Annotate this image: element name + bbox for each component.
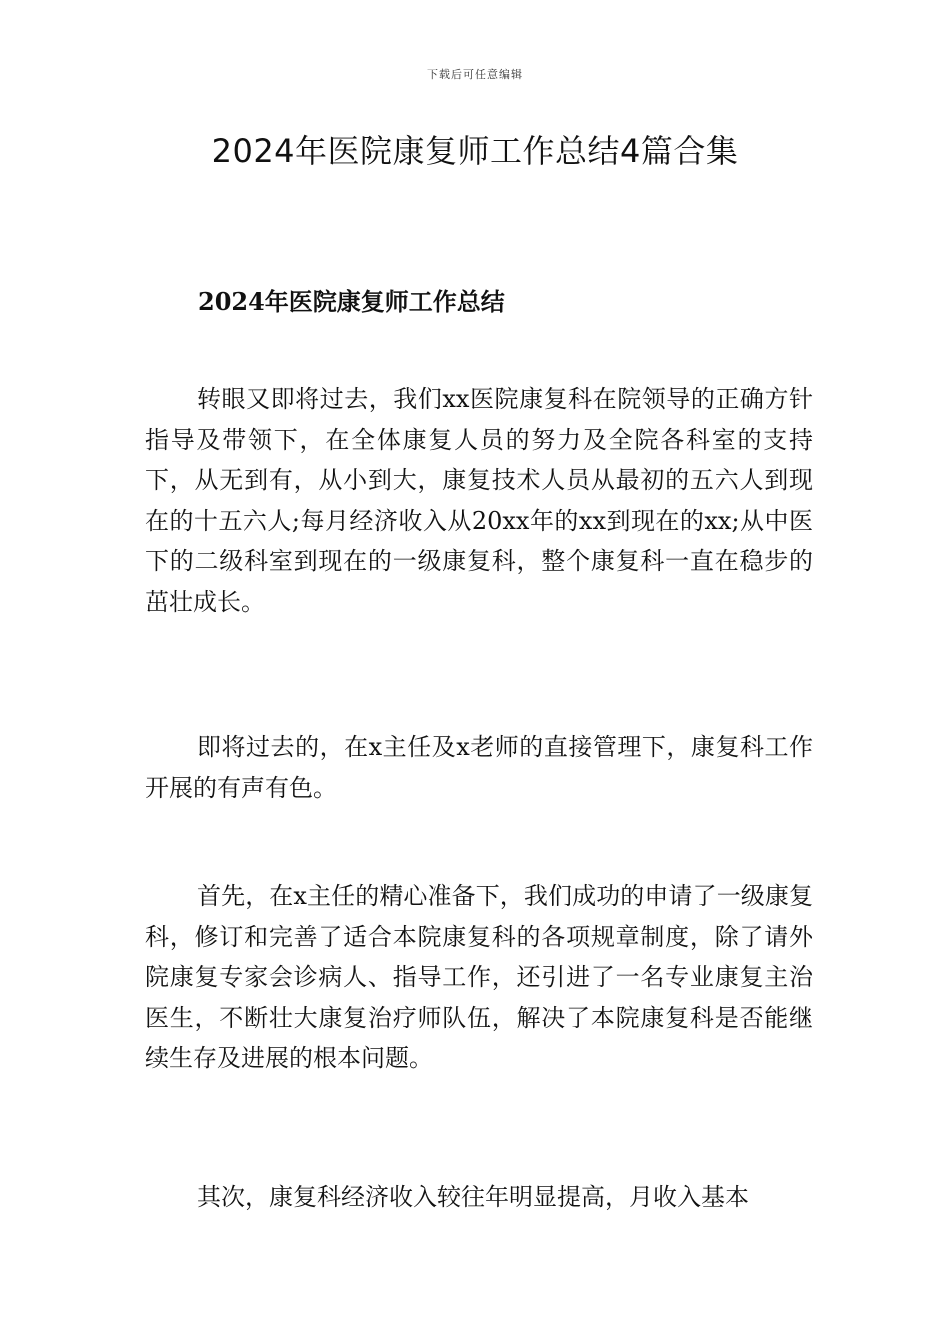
header-note: 下载后可任意编辑 [427,68,523,81]
paragraph-4: 其次，康复科经济收入较往年明显提高，月收入基本 [197,1183,749,1211]
paragraph-3: 首先，在x主任的精心准备下，我们成功的申请了一级康复科，修订和完善了适合本院康复科的各项规章制度，除了请外院康复专家会诊病人、指导工作，还引进了一名专业康复主治医生，不断壮大康复治疗师队伍，解决了本院康复科是否能继续生存及进展的根本问题。 [145,882,813,1072]
paragraph-1: 转眼又即将过去，我们xx医院康复科在院领导的正确方针指导及带领下，在全体康复人员的努力及全院各科室的支持下，从无到有，从小到大，康复技术人员从最初的五六人到现在的十五六人;每月经济收入从20xx年的xx到现在的xx;从中医下的二级科室到现在的一级康复科，整个康复科一直在稳步的茁壮成长。 [145,385,813,616]
paragraph-2: 即将过去的，在x主任及x老师的直接管理下，康复科工作开展的有声有色。 [145,733,813,802]
document-title: 2024年医院康复师工作总结4篇合集 [211,132,739,170]
section-heading: 2024年医院康复师工作总结 [198,287,505,316]
